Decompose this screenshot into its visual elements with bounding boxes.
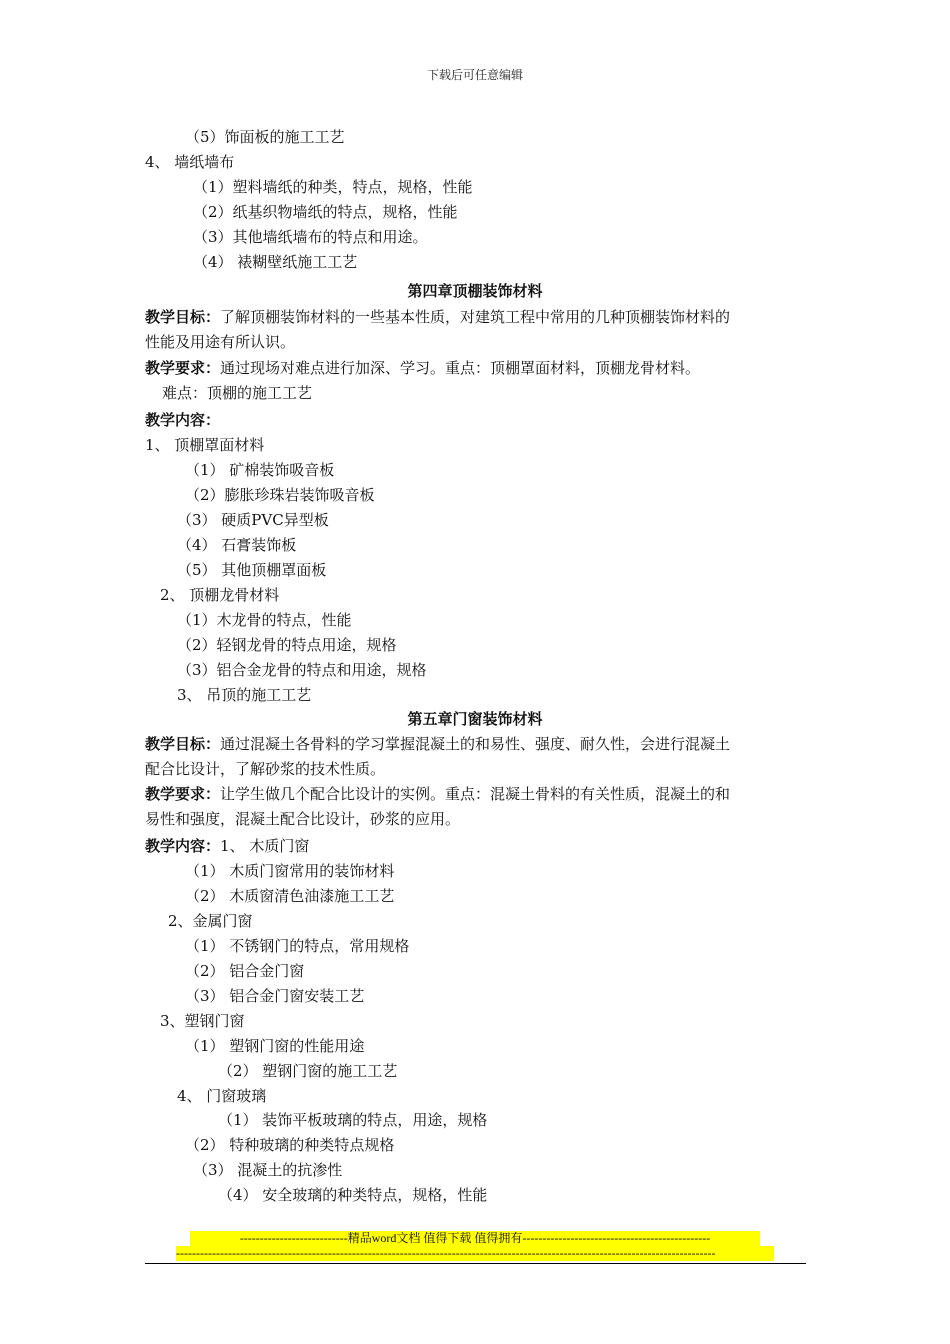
teaching-goal	[145, 307, 730, 327]
list-item: （2） 铝合金门窗	[185, 962, 305, 980]
list-item: （2） 塑钢门窗的施工工艺	[218, 1062, 398, 1080]
list-item: （1） 塑钢门窗的性能用途	[185, 1037, 365, 1055]
list-item: （1） 装饰平板玻璃的特点，用途，规格	[218, 1111, 488, 1129]
list-item: （3） 混凝土的抗渗性	[193, 1161, 343, 1179]
teaching-requirement	[145, 358, 700, 378]
list-item: （3）其他墙纸墙布的特点和用途。	[193, 228, 428, 246]
teaching-goal	[145, 734, 730, 754]
goal-label: 教学目标：	[145, 308, 221, 326]
teaching-content	[145, 836, 309, 856]
goal-label: 教学目标：	[145, 735, 221, 753]
requirement-label: 教学要求：	[145, 785, 221, 803]
list-item: （1）木龙骨的特点，性能	[177, 611, 352, 629]
section-heading: 2、 顶棚龙骨材料	[160, 586, 280, 604]
footer-dashes: ---------------------------------------------------------------------------------------------------------------------------------------	[176, 1246, 774, 1261]
list-item: （4） 石膏装饰板	[177, 536, 297, 554]
list-item: （3）铝合金龙骨的特点和用途，规格	[177, 661, 427, 679]
list-item: （5）饰面板的施工工艺	[185, 128, 345, 146]
section-heading: 4、 墙纸墙布	[145, 153, 235, 171]
footer-banner: ---------------------------精品word文档 值得下载 值得拥有-----------------------------------------------	[190, 1231, 760, 1246]
section-heading: 4、 门窗玻璃	[177, 1087, 267, 1105]
requirement-text-continued: 易性和强度，混凝土配合比设计，砂浆的应用。	[145, 810, 461, 828]
section-heading: 3、塑钢门窗	[160, 1012, 245, 1030]
section-heading: 1、 顶棚罩面材料	[145, 436, 265, 454]
list-item: （1） 木质门窗常用的装饰材料	[185, 862, 395, 880]
footer-divider	[145, 1263, 806, 1264]
list-item: （1）塑料墙纸的种类，特点，规格，性能	[193, 178, 473, 196]
list-item: （1） 矿棉装饰吸音板	[185, 461, 335, 479]
list-item: （3） 硬质PVC异型板	[177, 511, 329, 529]
content-label: 教学内容：	[145, 411, 221, 429]
list-item: （4） 裱糊壁纸施工工艺	[193, 253, 358, 271]
list-item: （2） 特种玻璃的种类特点规格	[185, 1136, 395, 1154]
chapter-title: 第五章门窗装饰材料	[407, 710, 543, 728]
list-item: （2）轻钢龙骨的特点用途，规格	[177, 636, 397, 654]
requirement-label: 教学要求：	[145, 359, 221, 377]
list-item: （2） 木质窗清色油漆施工工艺	[185, 887, 395, 905]
requirement-text: 让学生做几个配合比设计的实例。重点：混凝土骨料的有关性质，混凝土的和	[220, 785, 731, 803]
requirement-text: 通过现场对难点进行加深、学习。重点：顶棚罩面材料，顶棚龙骨材料。	[220, 359, 701, 377]
list-item: （1） 不锈钢门的特点，常用规格	[185, 937, 410, 955]
list-item: （2）纸基织物墙纸的特点，规格，性能	[193, 203, 458, 221]
content-label: 教学内容：	[145, 837, 221, 855]
section-heading: 1、 木质门窗	[220, 837, 310, 855]
goal-text-continued: 性能及用途有所认识。	[145, 333, 296, 351]
chapter-title: 第四章顶棚装饰材料	[407, 282, 543, 300]
goal-text: 了解顶棚装饰材料的一些基本性质，对建筑工程中常用的几种顶棚装饰材料的	[220, 308, 731, 326]
section-heading: 2、金属门窗	[168, 912, 253, 930]
goal-text: 通过混凝土各骨料的学习掌握混凝土的和易性、强度、耐久性，会进行混凝土	[220, 735, 731, 753]
list-item: （2）膨胀珍珠岩装饰吸音板	[185, 486, 375, 504]
list-item: （3） 铝合金门窗安装工艺	[185, 987, 365, 1005]
list-item: （5） 其他顶棚罩面板	[177, 561, 327, 579]
section-heading: 3、 吊顶的施工工艺	[177, 686, 312, 704]
list-item: （4） 安全玻璃的种类特点，规格，性能	[218, 1186, 488, 1204]
difficulty-note: 难点：顶棚的施工工艺	[162, 384, 313, 402]
page-header: 下载后可任意编辑	[426, 68, 523, 82]
goal-text-continued: 配合比设计，了解砂浆的技术性质。	[145, 760, 386, 778]
teaching-requirement	[145, 784, 730, 804]
